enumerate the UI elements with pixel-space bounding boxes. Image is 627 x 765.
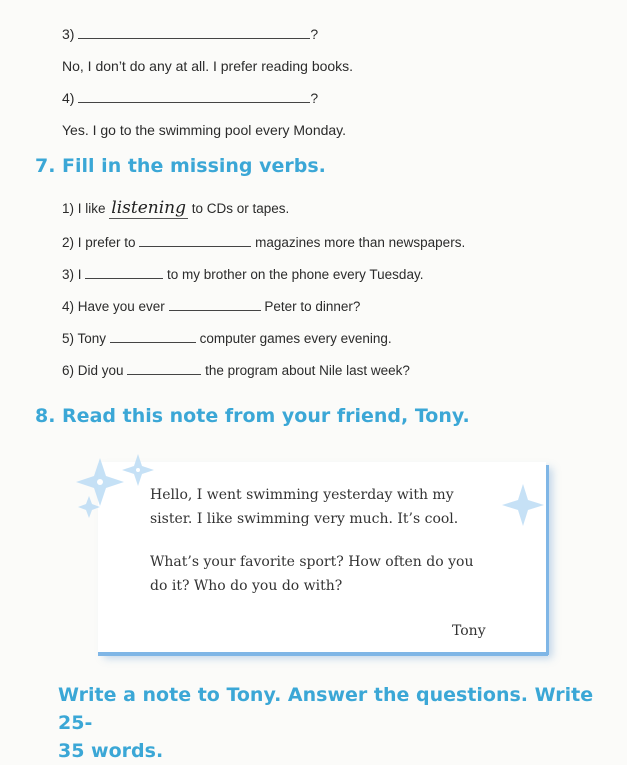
section-7-title: 7. Fill in the missing verbs. [35, 155, 326, 177]
item-suffix: computer games every evening. [199, 331, 392, 346]
item-prefix: 4) Have you ever [62, 299, 165, 314]
note-line: Hello, I went swimming yesterday with my [150, 487, 454, 503]
exercise-item-6 [62, 360, 410, 378]
section-8-title: 8. Read this note from your friend, Tony. [35, 405, 470, 427]
verb-blank[interactable] [169, 296, 261, 311]
question-number: 4) [62, 90, 75, 106]
exercise-item-1 [62, 198, 289, 218]
question-3 [62, 24, 318, 42]
handwritten-answer: listening [111, 198, 186, 218]
task-line: Write a note to Tony. Answer the questions. Write 25- [58, 684, 594, 734]
answer-blank[interactable] [78, 88, 310, 103]
exercise-item-5 [62, 328, 392, 346]
verb-blank[interactable] [127, 360, 201, 375]
exercise-item-4 [62, 296, 360, 314]
question-4 [62, 88, 318, 106]
exercise-item-3 [62, 264, 423, 282]
verb-blank[interactable] [110, 328, 196, 343]
item-prefix: 3) I [62, 267, 82, 282]
exercise-item-2 [62, 232, 465, 250]
flower-decoration-right-icon [488, 470, 548, 530]
note-line: sister. I like swimming very much. It’s cool. [150, 511, 459, 527]
item-suffix: the program about Nile last week? [205, 363, 410, 378]
answer-4: Yes. I go to the swimming pool every Monday. [62, 122, 347, 138]
item-suffix: magazines more than newspapers. [255, 235, 466, 250]
note-line: What’s your favorite sport? How often do you [150, 554, 474, 570]
note-divider [98, 652, 548, 656]
item-prefix: 2) I prefer to [62, 235, 136, 250]
question-number: 3) [62, 26, 75, 42]
note-signature: Tony [452, 623, 486, 639]
verb-blank[interactable] [85, 264, 163, 279]
answer-3: No, I don’t do any at all. I prefer reading books. [62, 58, 354, 74]
note-paragraph-2 [150, 550, 473, 598]
item-suffix: Peter to dinner? [264, 299, 361, 314]
item-prefix: 6) Did you [62, 363, 124, 378]
item-prefix: 1) I like [62, 201, 106, 216]
note-paragraph-1 [150, 483, 458, 531]
writing-task [58, 681, 627, 765]
verb-blank[interactable] [139, 232, 251, 247]
item-prefix: 5) Tony [62, 331, 107, 346]
item-suffix: to CDs or tapes. [191, 201, 290, 216]
question-mark: ? [310, 26, 319, 42]
task-line: 35 words. [58, 740, 164, 762]
item-suffix: to my brother on the phone every Tuesday. [167, 267, 424, 282]
answer-blank[interactable] [78, 24, 310, 39]
note-line: do it? Who do you do with? [150, 578, 343, 594]
question-mark: ? [310, 90, 319, 106]
